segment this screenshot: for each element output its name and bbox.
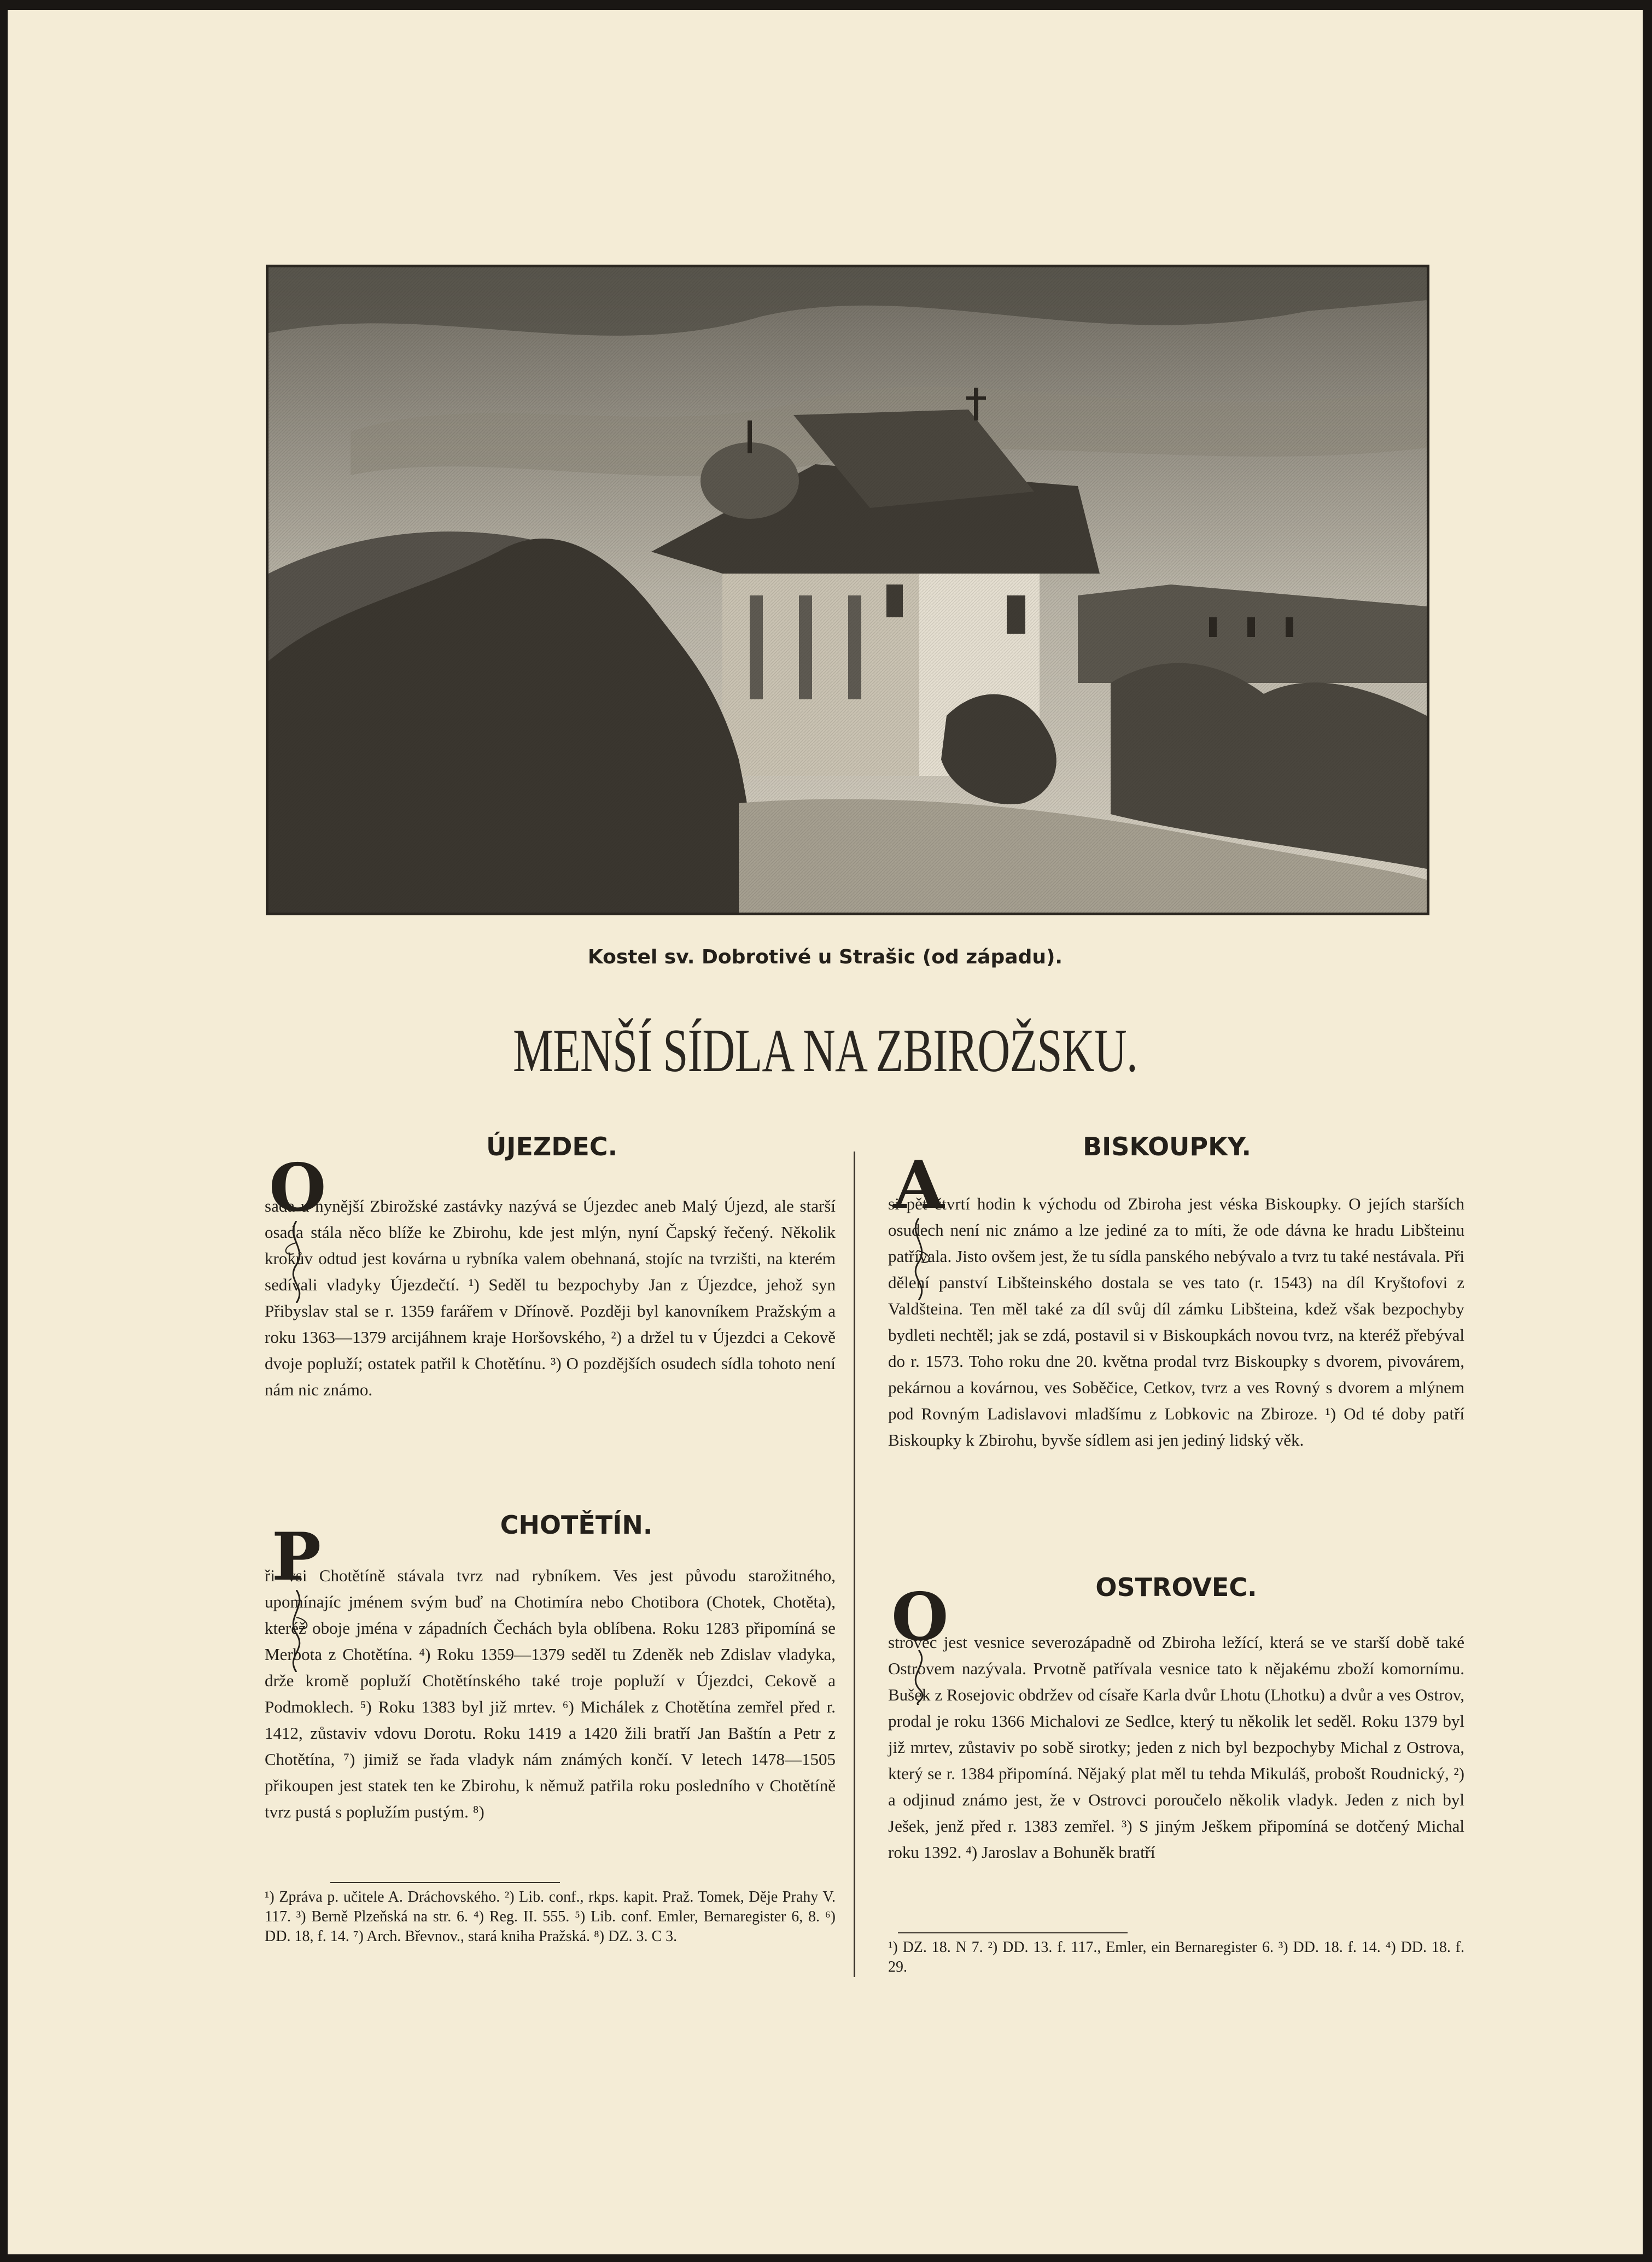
paragraph-chotetin: ři vsi Chotětíně stávala tvrz nad rybníkem. Ves jest původu starožitného, upomínajíc jménem svým buď na Chotimíra nebo Chotibora (Chotek, Chotěta), kteréž oboje jména v západních Čechách byla oblíbena. Roku 1283 připomíná se Merbota z Chotětína. ⁴) Roku 1359—1379 seděl tu Zdeněk neb Zdislav vladyka, drže kromě popluží Chotětínského také troje popluží v Újezdci, Cekově a Podmoklech. ⁵) Roku 1383 byl již mrtev. ⁶) Michálek z Chotětína zemřel před r. 1412, zůstaviv vdovu Dorotu. Roku 1419 a 1420 žili bratří Jan Baštín a Petr z Chotětína, ⁷) jimiž se řada vladyk nám známých končí. V letech 1478—1505 přikoupen jest statek ten ke Zbirohu, k němuž patřila roku posledního v Chotětíně tvrz pustá s poplužím pustým. ⁸) [265, 1566, 836, 1821]
text-ujezdec [265, 1193, 836, 1403]
footnote-rule-right [898, 1932, 1128, 1933]
paragraph-ostrovec: strovec jest vesnice severozápadně od Zbiroha ležící, která se ve starší době také Ostrovem nazývala. Prvotně patřívala vesnice tato k nějakému zboží komornímu. Bušek z Rosejovic obdržev od císaře Karla dvůr Lhotu (Lhotku) a dvůr a ves Ostrov, prodal je roku 1366 Michalovi ze Sedlce, který tu několik let seděl. Roku 1379 byl již mrtev, zůstaviv po sobě sirotky; jeden z nich byl bezpochyby Michal z Ostrova, který se r. 1384 připomíná. Nějaký plat měl tu tehda Mikuláš, probošt Roudnický, ²) a odjinud známo jest, že v Ostrovci poroučelo několik vladyk. Jeden z nich byl Ješek, jenž před r. 1383 zemřel. ³) S jiným Ješkem připomíná se dotčený Michal roku 1392. ⁴) Jaroslav a Bohuněk bratří [888, 1633, 1464, 1862]
page-title: MENŠÍ SÍDLA NA ZBIROŽSKU. [513, 1017, 1137, 1085]
heading-chotetin: CHOTĚTÍN. [500, 1510, 653, 1540]
heading-ujezdec: ÚJEZDEC. [486, 1132, 618, 1161]
dropcap-letter: O [269, 1149, 326, 1226]
footnotes-left [265, 1887, 836, 1947]
column-divider [854, 1152, 855, 1977]
text-biskoupky [888, 1191, 1464, 1453]
paragraph-ujezdec: sada u nynější Zbirožské zastávky nazývá se Újezdec aneb Malý Újezd, ale starší osada stála něco blíže ke Zbirohu, kde jest mlýn, nyní Čapský řečený. Několik krokův odtud jest kovárna u rybníka valem obehnaná, stojíc na tvrzišti, na kterém sedívali vladyky Újezdečtí. ¹) Seděl tu bezpochyby Jan z Újezdce, jehož syn Přibyslav stal se r. 1359 farářem v Dřínově. Později byl kanovníkem Pražským a roku 1363—1379 arcijáhnem kraje Horšovského, ²) a držel tu v Újezdci a Cekově dvoje popluží; ostatek patřil k Chotětínu. ³) O pozdějších osudech sídla tohoto není nám nic známo. [265, 1196, 836, 1399]
footnotes-left-text: ¹) Zpráva p. učitele A. Dráchovského. ²) Lib. conf., rkps. kapit. Praž. Tomek, Děje Prahy V. 117. ³) Berně Plzeňská na str. 6. ⁴) Reg. II. 555. ⁵) Lib. conf. Emler, Bernaregister 6, 8. ⁶) DD. 18, f. 14. ⁷) Arch. Břevnov., stará kniha Pražská. ⁸) DZ. 3. C 3. [265, 1889, 836, 1945]
figure-caption: Kostel sv. Dobrotivé u Strašic (od západu). [587, 946, 1063, 968]
dropcap-letter: A [893, 1147, 944, 1224]
church-engraving [266, 265, 1429, 915]
page [8, 10, 1643, 2254]
footnotes-right [888, 1938, 1464, 1977]
text-chotetin [265, 1563, 836, 1825]
heading-biskoupky: BISKOUPKY. [1083, 1132, 1251, 1161]
heading-ostrovec: OSTROVEC. [1095, 1573, 1257, 1602]
dropcap-letter: O [891, 1579, 949, 1656]
text-ostrovec [888, 1629, 1464, 1866]
church-illustration [268, 267, 1427, 913]
footnote-rule-left [330, 1882, 560, 1883]
footnotes-right-text: ¹) DZ. 18. N 7. ²) DD. 13. f. 117., Emler, ein Bernaregister 6. ³) DD. 18. f. 14. ⁴) DD. 18. f. 29. [888, 1939, 1464, 1975]
dropcap-letter: P [271, 1518, 322, 1595]
paragraph-biskoupky: si pět čtvrtí hodin k východu od Zbiroha jest véska Biskoupky. O jejích starších osudech není nic známo a lze jediné za to míti, že ode dávna ke hradu Libšteinu patřívala. Jisto ovšem jest, že tu sídla panského nebývalo a tvrz tu také nestávala. Při dělení panství Libšteinského dostala se ves tato (r. 1543) na díl Kryštofovi z Valdšteina. Ten měl také za díl svůj díl zámku Libšteina, kdež však bezpochyby bydleti nechtěl; jak se zdá, postavil si v Biskoupkách novou tvrz, na kteréž přebýval do r. 1573. Toho roku dne 20. května prodal tvrz Biskoupky s dvorem, pivovárem, pekárnou a kovárnou, ves Soběčice, Cetkov, tvrz a ves Rovný s dvorem a mlýnem pod Rovným Ladislavovi mladšímu z Lobkovic na Zbiroze. ¹) Od té doby patří Biskoupky k Zbirohu, byvše sídlem asi jen jediný lidský věk. [888, 1194, 1464, 1449]
